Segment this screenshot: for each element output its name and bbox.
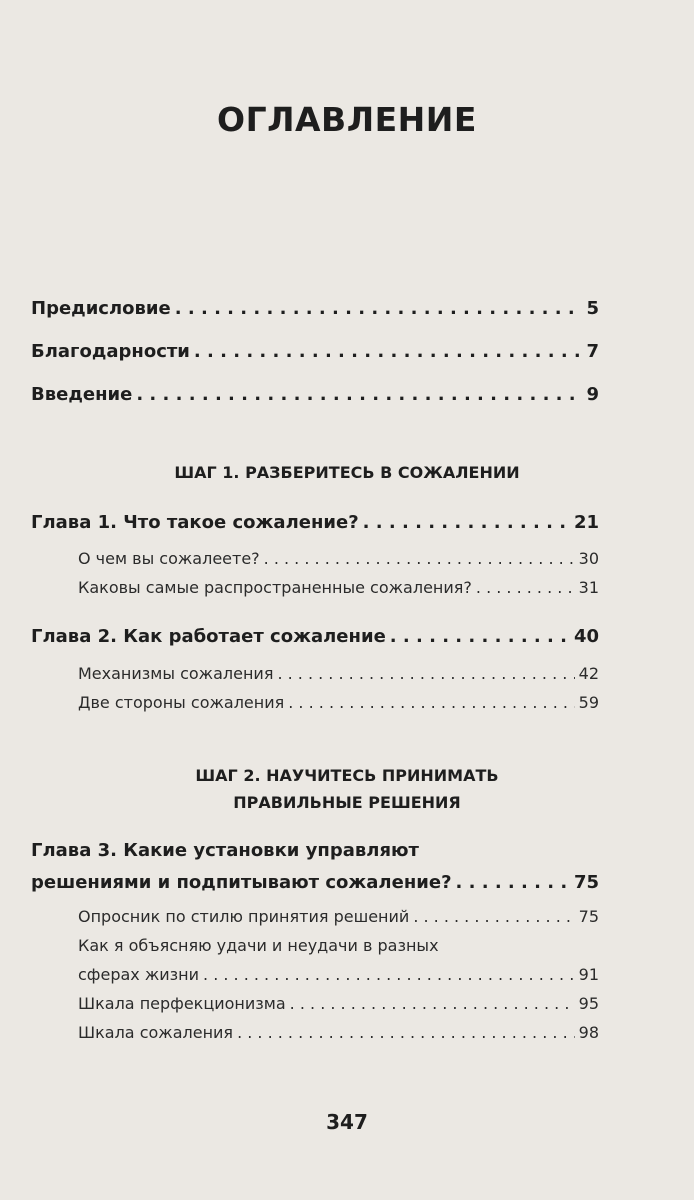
entry-page: 30 <box>578 549 599 568</box>
dot-leader <box>288 693 574 712</box>
toc-entry-section[interactable] <box>78 994 599 1013</box>
toc-entry-section-line-1[interactable]: Как я объясняю удачи и неудачи в разных <box>78 936 439 955</box>
entry-title: Опросник по стилю принятия решений <box>78 907 410 926</box>
toc-entry-section[interactable] <box>78 549 599 568</box>
entry-page: 40 <box>573 626 599 647</box>
entry-title: Шкала сожаления <box>78 1023 234 1042</box>
toc-entry-chapter-1[interactable] <box>31 512 599 533</box>
entry-title: О чем вы сожалеете? <box>78 549 260 568</box>
dot-leader <box>476 578 575 597</box>
entry-title: Глава 2. Как работает сожаление <box>31 626 386 647</box>
entry-title: решениями и подпитывают сожаление? <box>31 872 452 893</box>
entry-title: Введение <box>31 384 133 405</box>
step-2-heading-line-2: ПРАВИЛЬНЫЕ РЕШЕНИЯ <box>233 793 461 812</box>
dot-leader <box>277 664 574 683</box>
dot-leader <box>390 626 570 647</box>
step-1-heading: ШАГ 1. РАЗБЕРИТЕСЬ В СОЖАЛЕНИИ <box>174 463 520 482</box>
toc-entry-chapter-3[interactable] <box>31 872 599 893</box>
page-number: 347 <box>326 1110 368 1134</box>
toc-entry-acknowledgements[interactable] <box>31 341 599 362</box>
entry-title: Механизмы сожаления <box>78 664 274 683</box>
entry-title: Две стороны сожаления <box>78 693 285 712</box>
toc-entry-section[interactable] <box>78 578 599 597</box>
entry-page: 75 <box>578 907 599 926</box>
toc-entry-section[interactable] <box>78 1023 599 1042</box>
dot-leader <box>203 965 575 984</box>
entry-page: 91 <box>578 965 599 984</box>
entry-title: Предисловие <box>31 298 171 319</box>
dot-leader <box>264 549 575 568</box>
dot-leader <box>175 298 583 319</box>
entry-title: Шкала перфекционизма <box>78 994 286 1013</box>
entry-page: 75 <box>573 872 599 893</box>
entry-page: 5 <box>586 298 599 319</box>
toc-entry-preface[interactable] <box>31 298 599 319</box>
entry-title: сферах жизни <box>78 965 200 984</box>
dot-leader <box>237 1023 575 1042</box>
dot-leader <box>363 512 570 533</box>
toc-entry-chapter-2[interactable] <box>31 626 599 647</box>
toc-entry-chapter-3-line-1[interactable]: Глава 3. Какие установки управляют <box>31 840 419 861</box>
dot-leader <box>194 341 583 362</box>
entry-page: 42 <box>578 664 599 683</box>
entry-page: 7 <box>586 341 599 362</box>
entry-title: Каковы самые распространенные сожаления? <box>78 578 472 597</box>
toc-entry-section[interactable] <box>78 907 599 926</box>
entry-title: Благодарности <box>31 341 190 362</box>
page-title: ОГЛАВЛЕНИЕ <box>217 100 477 139</box>
entry-page: 95 <box>578 994 599 1013</box>
toc-entry-introduction[interactable] <box>31 384 599 405</box>
toc-entry-section[interactable] <box>78 693 599 712</box>
dot-leader <box>413 907 574 926</box>
entry-title: Глава 1. Что такое сожаление? <box>31 512 359 533</box>
step-2-heading-line-1: ШАГ 2. НАУЧИТЕСЬ ПРИНИМАТЬ <box>195 766 499 785</box>
entry-page: 21 <box>573 512 599 533</box>
dot-leader <box>136 384 582 405</box>
entry-page: 98 <box>578 1023 599 1042</box>
toc-entry-section[interactable] <box>78 664 599 683</box>
dot-leader <box>290 994 575 1013</box>
toc-entry-section[interactable] <box>78 965 599 984</box>
entry-page: 59 <box>578 693 599 712</box>
entry-page: 9 <box>586 384 599 405</box>
dot-leader <box>456 872 570 893</box>
entry-page: 31 <box>578 578 599 597</box>
